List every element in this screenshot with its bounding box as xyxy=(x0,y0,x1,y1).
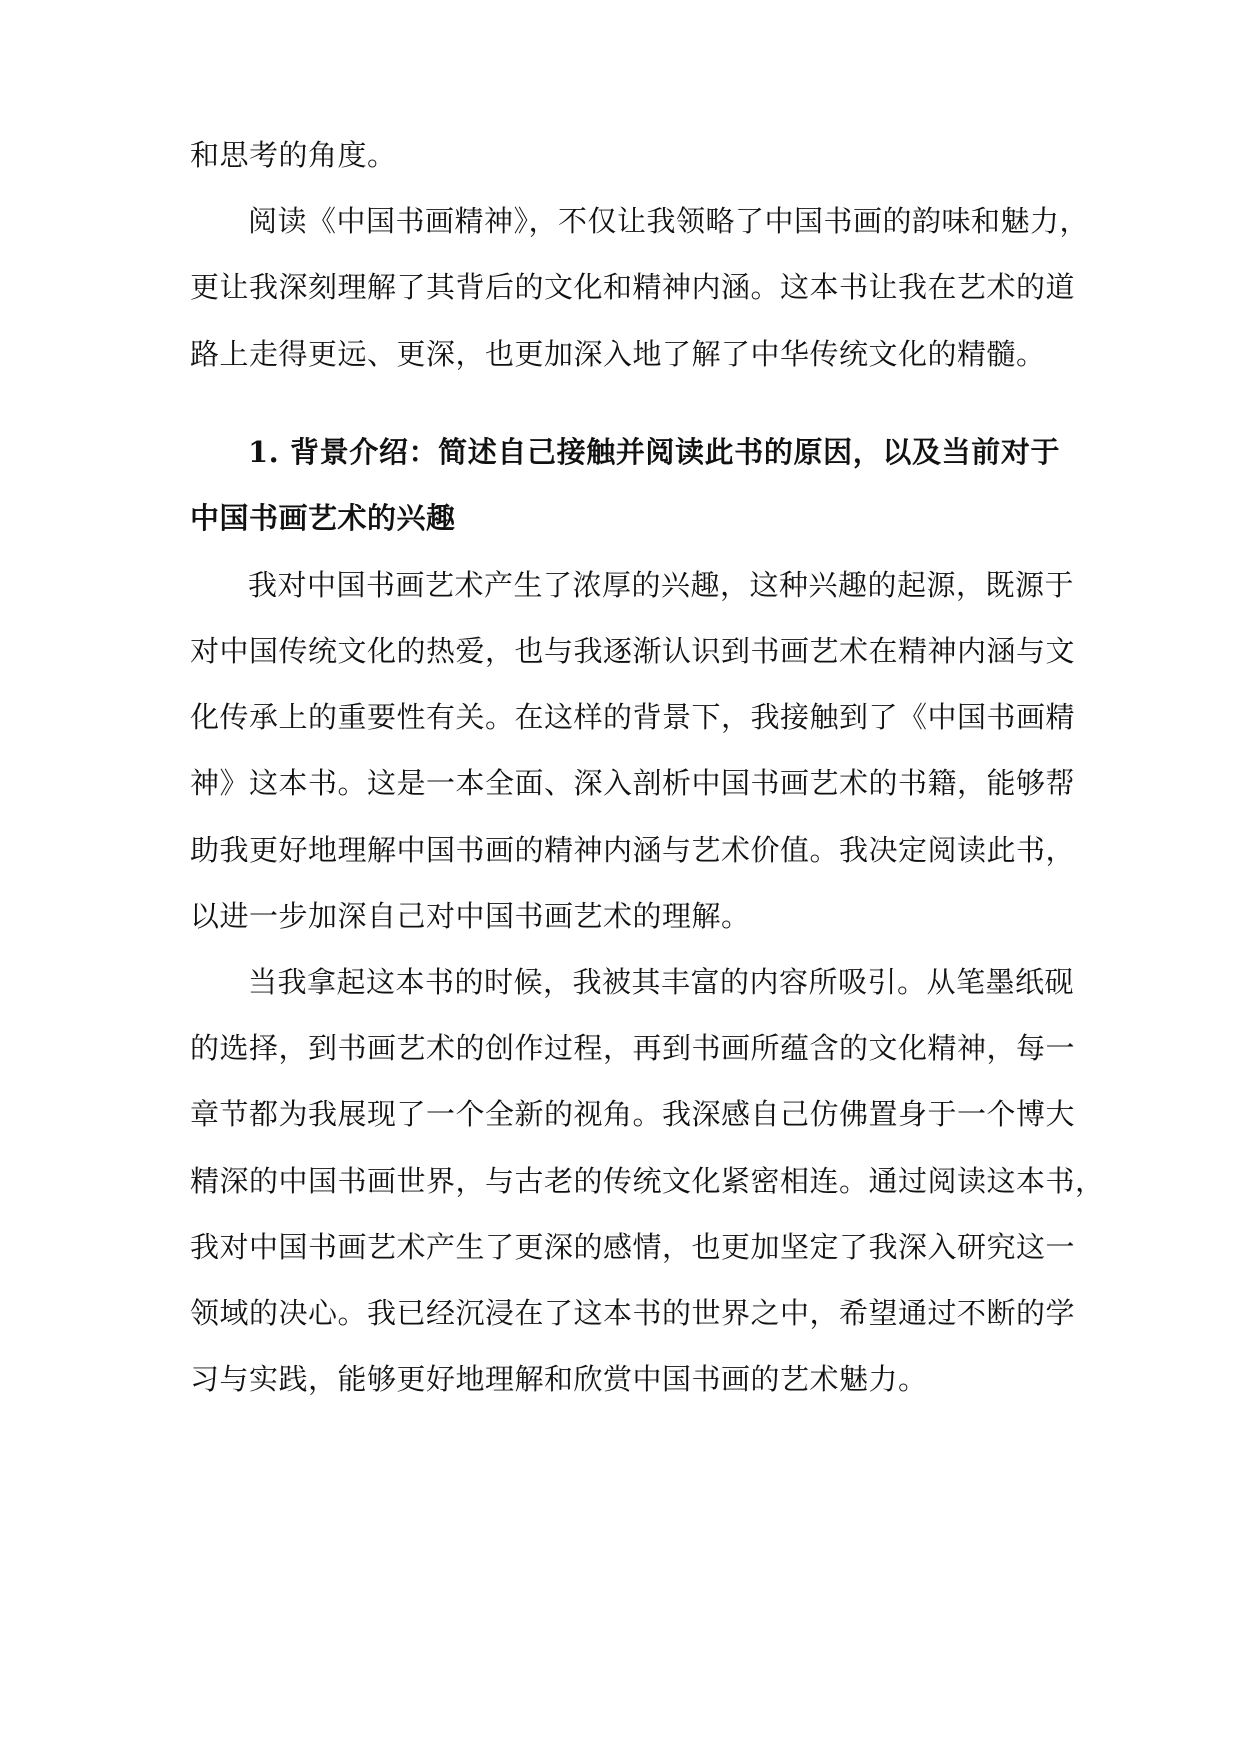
paragraph-line: 的选择，到书画艺术的创作过程，再到书画所蕴含的文化精神，每一 xyxy=(190,1031,1076,1065)
paragraph-line: 领域的决心。我已经沉浸在了这本书的世界之中，希望通过不断的学 xyxy=(190,1296,1076,1330)
paragraph-line: 习与实践，能够更好地理解和欣赏中国书画的艺术魅力。 xyxy=(190,1362,928,1396)
paragraph-line: 章节都为我展现了一个全新的视角。我深感自己仿佛置身于一个博大 xyxy=(190,1097,1076,1131)
paragraph-line: 更让我深刻理解了其背后的文化和精神内涵。这本书让我在艺术的道 xyxy=(190,270,1076,304)
paragraph-line: 神》这本书。这是一本全面、深入剖析中国书画艺术的书籍，能够帮 xyxy=(190,766,1076,800)
paragraph-line: 和思考的角度。 xyxy=(190,138,397,172)
paragraph-line: 当我拿起这本书的时候，我被其丰富的内容所吸引。从笔墨纸砚 xyxy=(248,965,1075,999)
paragraph-line: 路上走得更远、更深，也更加深入地了解了中华传统文化的精髓。 xyxy=(190,337,1046,371)
paragraph-line: 对中国传统文化的热爱，也与我逐渐认识到书画艺术在精神内涵与文 xyxy=(190,634,1076,668)
paragraph-line: 我对中国书画艺术产生了更深的感情，也更加坚定了我深入研究这一 xyxy=(190,1230,1076,1264)
paragraph-line: 化传承上的重要性有关。在这样的背景下，我接触到了《中国书画精 xyxy=(190,700,1076,734)
section-heading: 1. 背景介绍：简述自己接触并阅读此书的原因，以及当前对于 xyxy=(248,435,1060,469)
paragraph-line: 阅读《中国书画精神》，不仅让我领略了中国书画的韵味和魅力， xyxy=(248,204,1090,238)
section-heading: 中国书画艺术的兴趣 xyxy=(190,501,456,535)
paragraph-line: 以进一步加深自己对中国书画艺术的理解。 xyxy=(190,899,751,933)
paragraph-line: 精深的中国书画世界，与古老的传统文化紧密相连。通过阅读这本书， xyxy=(190,1164,1105,1198)
paragraph-line: 我对中国书画艺术产生了浓厚的兴趣，这种兴趣的起源，既源于 xyxy=(248,568,1075,602)
paragraph-line: 助我更好地理解中国书画的精神内涵与艺术价值。我决定阅读此书， xyxy=(190,833,1076,867)
